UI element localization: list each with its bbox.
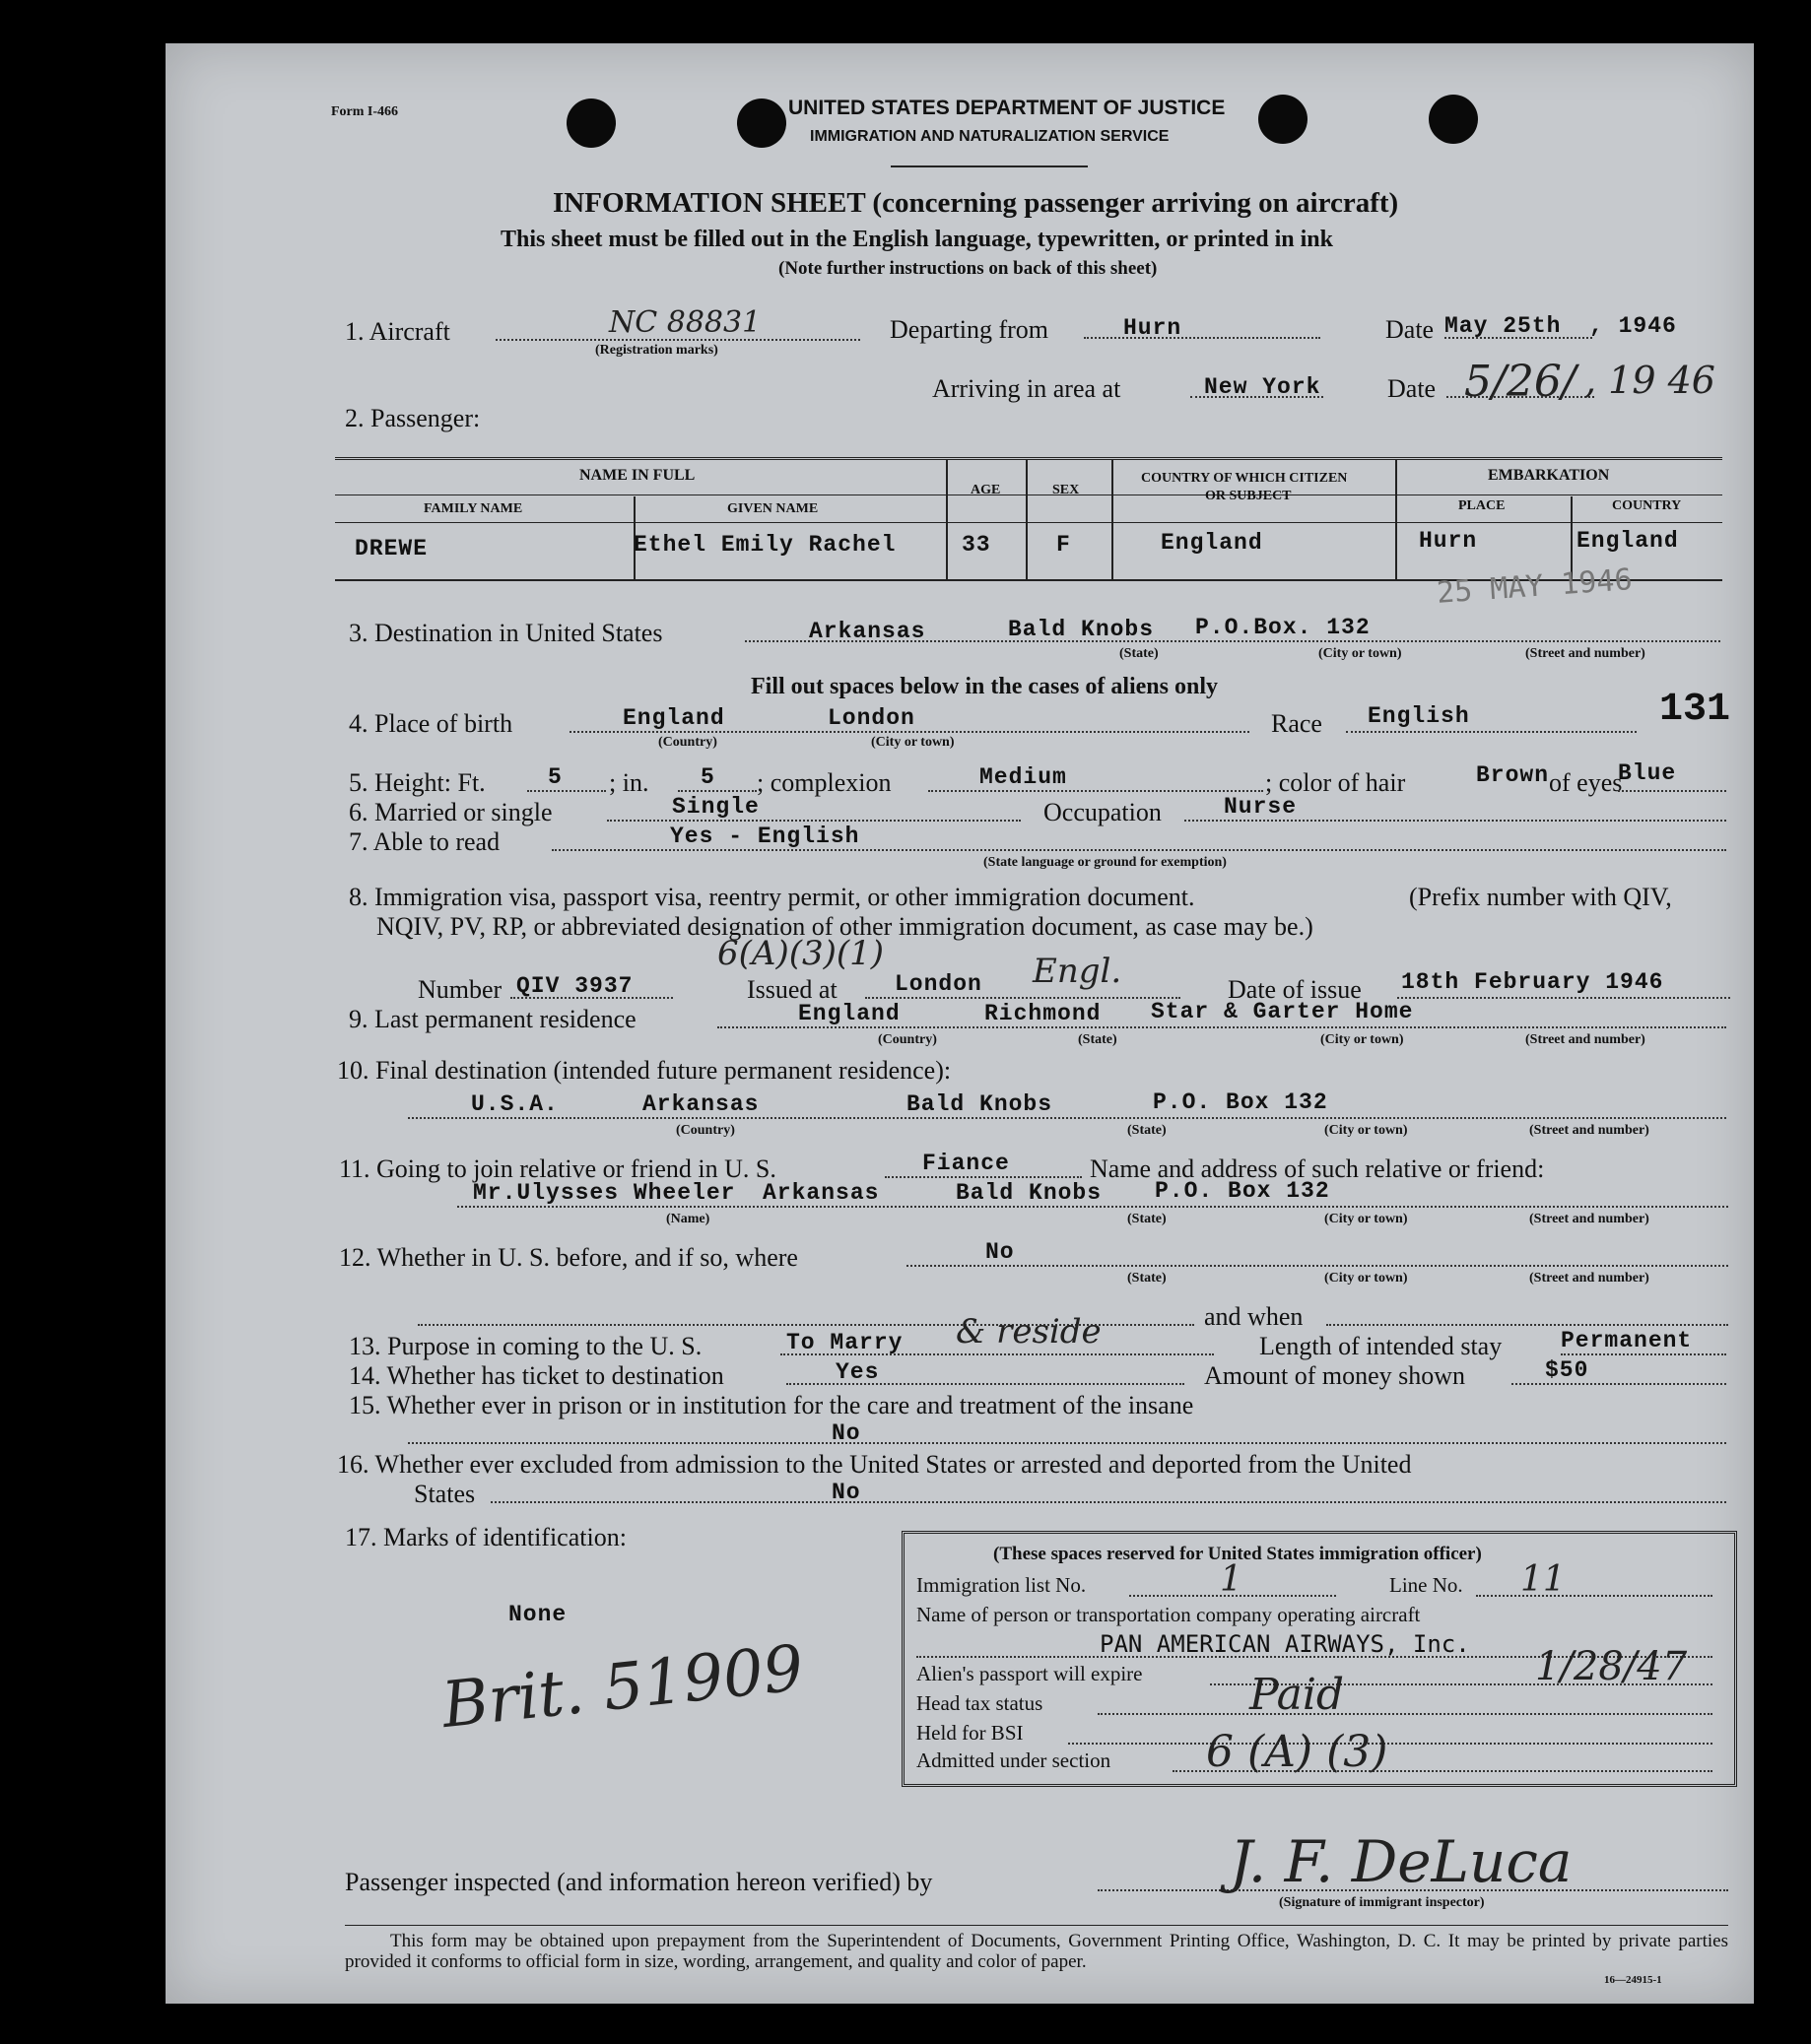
race-code: 131	[1659, 688, 1731, 732]
eyes-value: Blue	[1618, 760, 1677, 786]
punch-hole	[737, 99, 786, 148]
form-title: INFORMATION SHEET (concerning passenger arriving on aircraft)	[553, 187, 1399, 219]
excluded-value: No	[832, 1480, 861, 1505]
aliens-only-heading: Fill out spaces below in the cases of aliens only	[751, 674, 1219, 699]
punch-hole	[1429, 95, 1478, 144]
immigration-list-value: 1	[1220, 1559, 1242, 1600]
form-sheet: Form I-466 UNITED STATES DEPARTMENT OF JUSTICE IMMIGRATION AND NATURALIZATION SERVICE INFORMATION SHEET (concerning passenger arriving on aircraft) This sheet must be filled out in the English language, typewritten, or printed in ink (Note further instructions on back of this sheet) 1. Aircraft NC 88831 (Registration marks) Departing from Hurn Date May 25th , 1946 Arriving in area at New York Date 5/26/ , 19 46 2. Passenger: NAME IN FULL FAMILY NAME GIVEN NAME AGE SEX COUNTRY OF WHICH CITIZEN OR SUBJECT EMBARKATION PLACE COUNTRY DREWE Ethel Emily Rachel 33 F England Hurn England 25 MAY 1946 3. Destination in United States Arkansas Bald Knobs P.O.Box. 132 (State) (City or town) (Street and number) Fill out spaces below in the cases of aliens only 4. Place of birth England London (Country) (City or town) Race English 131 5. Height: Ft. 5 ; in. 5 ; complexion Medium ; color of hair Brown of eyes Blue 6. Married or single Single Occupation Nurse 7. Able to read Yes - English (State language or ground for exemption) 8. Immigration visa, passport visa, reentry permit, or other immigration document. (Prefix number with QIV, NQIV, PV, RP, or abbreviated designation of other immigration document, as case may be.) 6(A)(3)(1) Number QIV 3937 Issued at London Engl. Date of issue 18th February 1946 9. Last permanent residence England Richmond Star & Garter Home (Country) (State) (City or town) (Street and number) 10. Final destination (intended future permanent residence): U.S.A. Arkansas Bald Knobs P.O. Box 132 (Country) (State) (City or town) (Street and number) 11. Going to join relative or friend in U. S. Fiance Name and address of such relative or friend: Mr.Ulysses Wheeler Arkansas Bald Knobs P.O. Box 132 (Name) (State) (City or town) (Street and number) 12. Whether in U. S. before, and if so, where No (State) (City or town) (Street and number) and when 13. Purpose in coming to the U. S. To Marry & reside Length of intended stay Permanent 14. Whether has ticket to destination Yes Amount of money shown $50 15. Whether ever in prison or in institution for the care and treatment of the insane No 16. Whether ever excluded from admission to the United States or arrested and deported from the United States No 17. Marks of identification: None Brit. 51909 (These spaces reserved for United States immigration officer) Immigration list No. 1 Line No. 11 Name of person or transportation company operating aircraft PAN AMERICAN AIRWAYS, Inc. Alien's passport will expire 1/28/47 Head tax status Paid Held for BSI Admitted under section 6 (A) (3) Passenger inspected (and information hereon verified) by J. F. DeLuca (Signature of immigrant inspector) This form may be obtained upon prepayment from the Superintendent of Documents, Government Printing Office, Washington, D. C. It may be printed by private parties provided it conforms to official form in size, wording, arrangement, and quality and color of paper. 16—24915-1	[166, 43, 1754, 2004]
age-value: 33	[962, 532, 991, 558]
final-city-value: Bald Knobs	[906, 1091, 1053, 1117]
length-of-stay-value: Permanent	[1561, 1328, 1693, 1353]
department-name: UNITED STATES DEPARTMENT OF JUSTICE	[788, 97, 1226, 119]
arrival-date-value: 5/26/	[1464, 357, 1576, 407]
purpose-value: To Marry	[786, 1330, 904, 1355]
embarkation-country-value: England	[1576, 528, 1679, 554]
head-tax-value: Paid	[1249, 1670, 1345, 1720]
marital-status-value: Single	[672, 794, 760, 820]
family-name-value: DREWE	[355, 536, 429, 561]
height-ft-value: 5	[548, 764, 563, 790]
residence-country-value: England	[798, 1001, 901, 1026]
issued-at-value: London	[895, 971, 982, 997]
aircraft-label: 1. Aircraft	[345, 317, 450, 346]
passport-expire-value: 1/28/47	[1535, 1644, 1688, 1689]
admitted-section-value: 6 (A) (3)	[1206, 1727, 1388, 1777]
friend-street-value: P.O. Box 132	[1155, 1178, 1330, 1204]
footer-note: This form may be obtained upon prepayment from the Superintendent of Documents, Government Printing Office, Washington, D. C. It may be printed by private parties provided it conforms to official form in size, wording, arrangement, and quality and color of paper.	[345, 1931, 1728, 1972]
destination-state-value: Arkansas	[809, 619, 926, 644]
passport-number-handwritten: Brit. 51909	[438, 1631, 807, 1744]
arriving-value: New York	[1204, 374, 1321, 400]
aircraft-value: NC 88831	[609, 305, 762, 340]
form-note: (Note further instructions on back of this sheet)	[778, 258, 1158, 279]
marks-value: None	[508, 1602, 568, 1627]
complexion-value: Medium	[979, 764, 1067, 790]
destination-city-value: Bald Knobs	[1008, 617, 1155, 642]
friend-name-value: Mr.Ulysses Wheeler	[473, 1180, 736, 1206]
inspector-signature: J. F. DeLuca	[1230, 1828, 1573, 1895]
service-name: IMMIGRATION AND NATURALIZATION SERVICE	[810, 128, 1170, 145]
form-number: Form I-466	[331, 104, 399, 119]
given-name-value: Ethel Emily Rachel	[634, 532, 897, 558]
join-relation-value: Fiance	[922, 1151, 1010, 1176]
departing-from-value: Hurn	[1123, 315, 1182, 341]
line-number-value: 11	[1520, 1559, 1566, 1600]
birth-city-value: London	[828, 705, 915, 731]
final-state-value: Arkansas	[642, 1091, 760, 1117]
citizen-value: England	[1161, 530, 1263, 556]
birth-country-value: England	[623, 705, 725, 731]
money-value: $50	[1545, 1357, 1589, 1383]
destination-street-value: P.O.Box. 132	[1195, 615, 1371, 640]
race-value: English	[1368, 703, 1470, 729]
departure-date-value: May 25th	[1444, 313, 1562, 339]
visa-section-handwritten: 6(A)(3)(1)	[717, 934, 885, 973]
final-country-value: U.S.A.	[471, 1091, 559, 1117]
punch-hole	[567, 99, 616, 148]
able-to-read-value: Yes - English	[670, 824, 860, 849]
final-street-value: P.O. Box 132	[1153, 1089, 1328, 1115]
height-in-value: 5	[701, 764, 715, 790]
residence-city-value: Star & Garter Home	[1151, 999, 1414, 1024]
officer-reserved-box: (These spaces reserved for United States immigration officer) Immigration list No. 1 Line No. 11 Name of person or transportation company operating aircraft PAN AMERICAN AIRWAYS, Inc. Alien's passport will expire 1/28/47 Head tax status Paid Held for BSI Admitted under section 6 (A) (3)	[902, 1531, 1737, 1787]
occupation-value: Nurse	[1224, 794, 1298, 820]
form-instruction: This sheet must be filled out in the English language, typewritten, or printed in ink	[501, 227, 1333, 252]
residence-state-value: Richmond	[984, 1001, 1102, 1026]
ticket-value: Yes	[836, 1359, 880, 1385]
prison-value: No	[832, 1420, 861, 1446]
visa-number-value: QIV 3937	[516, 973, 634, 999]
hair-value: Brown	[1476, 762, 1550, 788]
footer-code: 16—24915-1	[1604, 1974, 1662, 1986]
date-of-issue-value: 18th February 1946	[1401, 969, 1664, 995]
punch-hole	[1258, 95, 1308, 144]
date-stamp: 25 MAY 1946	[1436, 562, 1634, 611]
embarkation-place-value: Hurn	[1419, 528, 1478, 554]
friend-state-value: Arkansas	[763, 1180, 880, 1206]
in-us-before-value: No	[985, 1239, 1015, 1265]
friend-city-value: Bald Knobs	[956, 1180, 1103, 1206]
airline-stamp: PAN AMERICAN AIRWAYS, Inc.	[1100, 1630, 1470, 1658]
sex-value: F	[1056, 532, 1071, 558]
